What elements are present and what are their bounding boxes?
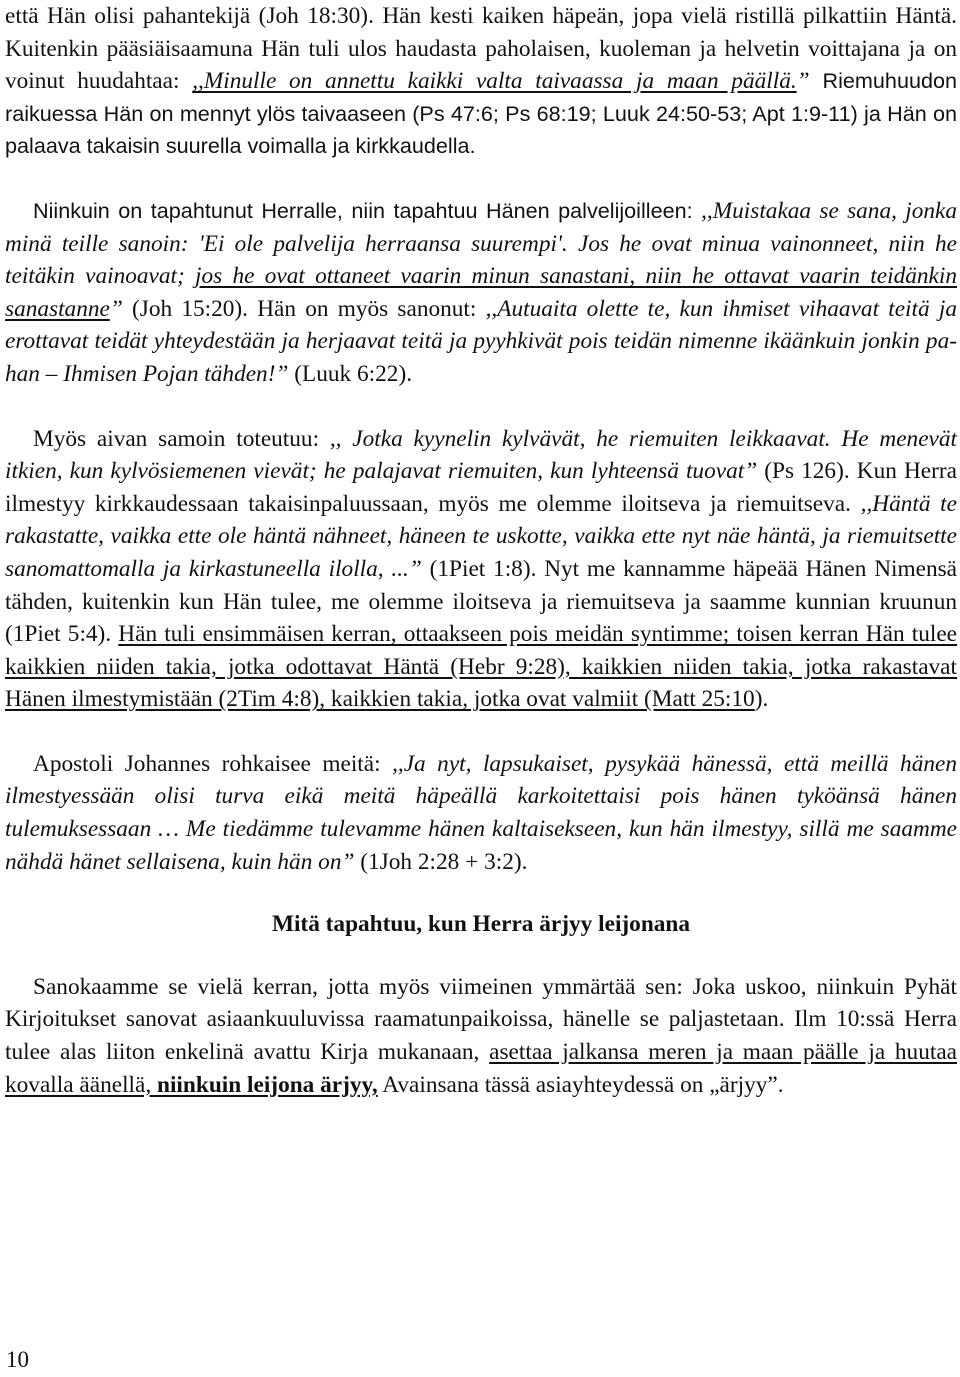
text-run: Avainsana tässä asiayhteydessä on [377,1071,710,1098]
bible-quote: ,,Autuaita olette te, kun ihmiset vihaavat teitä ja erottavat teidät yhteydestään ja herjaavat teitä ja pyyhkivät pois teidän nimenne ikäänkuin jonkin pahan – Ihmisen Pojan tähden! [5,295,957,387]
text-run: Riemuhuudon raikuessa Hän on mennyt ylös taivaaseen (Ps 47:6; Ps 68:19; Luuk 24:50-53; Apt 1:9-11) ja Hän on palaava takaisin suurella voimalla ja kirkkaudella. [5,68,957,159]
paragraph-4 [5,748,957,878]
closing-quote: ” [341,848,355,875]
text-run: (Ps 126). Kun Herra ilmestyy kirkkaudessaan takaisinpaluussaan, myös me olemme iloitseva ja riemuitseva. [5,458,957,517]
section-heading: Mitä tapahtuu, kun Herra ärjyy leijonana [271,911,691,938]
paragraph-1 [5,0,957,163]
text-run: ). [754,686,769,713]
closing-quote: ” [796,68,810,95]
underlined-passage: Hän tuli ensimmäisen kerran, ottaakseen pois meidän syntimme; toisen kerran Hän tulee kaikkien niiden takia, jotka odottavat Häntä (Hebr 9:28), kaikkien niiden takia, jotka rakastavat Hänen ilmestymistään (2Tim 4:8), kaikkien takia, jotka ovat valmiit (Matt 25:10 [5,621,958,713]
text-run: (1Piet 1:8). Nyt me kannamme häpeää Hänen Nimensä tähden, kuitenkin kun Hän tulee, me olemme iloitseva ja riemuitseva ja saamme kunnian kruunun (1Piet 5:4). [5,555,958,648]
text-run: (Joh 15:20). Hän on myös sanonut: [122,295,486,322]
bold-underlined-phrase: niinkuin leijona ärjyy, [157,1071,378,1098]
text-run: ”. [767,1071,784,1098]
ellipsis: … [158,816,179,843]
page-number: 10 [6,1347,29,1372]
closing-quote: ” [109,295,123,322]
underlined-quote: jos he ovat ottaneet vaarin minun sanastani, niin he ottavat vaarin teidänkin sanastanne [5,263,957,322]
keyword: „ärjyy [709,1071,768,1098]
bible-quote: ,,Ja nyt, lapsukaiset, pysykää hänessä, että meillä hänen ilmestyessään olisi turva eikä meitä häpeällä karkoitettaisi pois hänen tyköänsä hänen tulemuksessaan [5,750,957,843]
text-run: Sanokaamme se vielä kerran, jotta myös viimeinen ymmärtää sen: Joka uskoo, niinkuin Pyhät Kirjoitukset sanovat asiaankuuluvissa raamatunpaikoissa, hänelle se paljastetaan. Ilm 10:ssä Herra tulee alas liiton enkelinä avattu Kirja mukanaan, [5,973,957,1066]
closing-quote: ” [408,555,422,582]
paragraph-3 [5,423,957,716]
bible-quote: ,,Minulle on annettu kaikki valta taivaassa ja maan päällä. [192,68,797,95]
bible-quote: ,,Muistakaa se sana, jonka minä teille sanoin: 'Ei ole palvelija herraansa suurempi'. Jos he ovat minua vainonneet, niin he teitäkin vainoavat; [5,197,957,290]
text-run: että Hän olisi pahantekijä (Joh 18:30). Hän kesti kaiken häpeän, jopa vielä ristillä pilkattiin Häntä. Kuitenkin pääsiäisaamuna Hän tuli ulos haudasta paholaisen, kuoleman ja helvetin voittajana ja on voinut huudahtaa: [5,3,957,95]
document-page [5,0,957,1101]
paragraph-2 [5,195,957,391]
text-run: Apostoli Johannes rohkaisee meitä: [33,750,393,777]
underlined-passage: asettaa jalkansa meren ja maan päälle ja huutaa kovalla äänellä, [5,1039,957,1098]
bible-quote: ,,Häntä te rakastatte, vaikka ette ole häntä nähneet, häneen te uskotte, vaikka ette nyt näe häntä, ja riemuitsette sanomattomalla ja kirkastuneella ilolla, ... [5,490,957,582]
bible-quote: Me tiedämme tulevamme hänen kaltaisekseen, kun hän ilmestyy, sillä me saamme nähdä hänet sellaisena, kuin hän on [5,816,957,875]
closing-quote: ” [744,458,758,485]
paragraph-5 [5,971,957,1101]
closing-quote: ” [275,360,289,387]
bible-quote: ,, Jotka kyynelin kylvävät, he riemuiten leikkaavat. He menevät itkien, kun kylvösiemenen vievät; he palajavat riemuiten, kun lyhteensä tuovat [5,425,957,485]
text-run: (Luuk 6:22). [288,360,413,387]
text-run: (1Joh 2:28 + 3:2). [354,848,528,875]
text-run: Myös aivan samoin toteutuu: [33,425,330,452]
text-run: Niinkuin on tapahtunut Herralle, niin tapahtuu Hänen palvelijoilleen: [33,197,702,223]
